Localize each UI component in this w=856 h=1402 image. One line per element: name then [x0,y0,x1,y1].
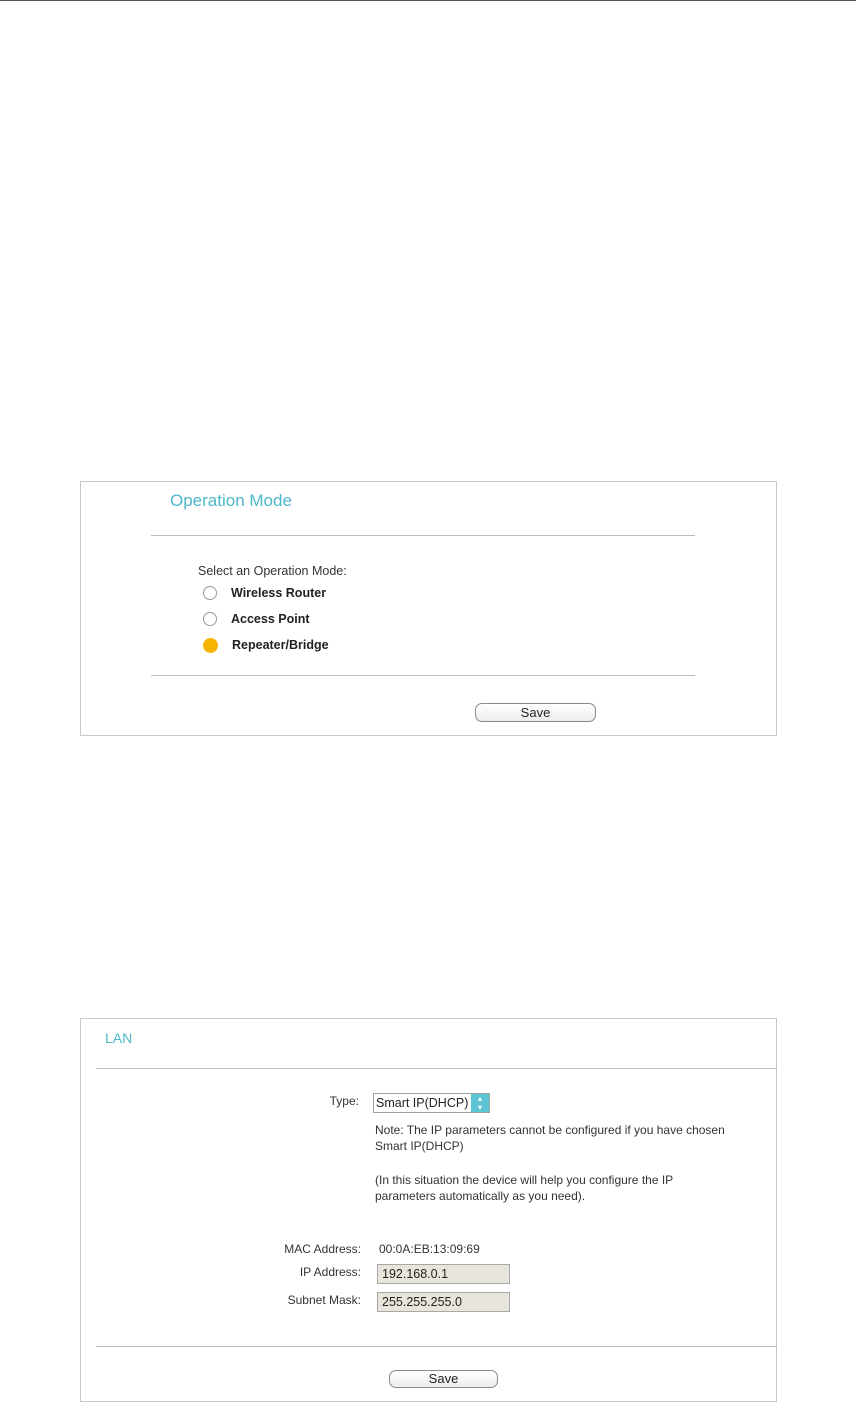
radio-label-repeater-bridge: Repeater/Bridge [232,638,329,652]
note-text: Note: The IP parameters cannot be configured if you have chosen Smart IP(DHCP) [375,1123,725,1153]
radio-unchecked-icon[interactable] [203,586,217,600]
type-label: Type: [329,1094,359,1108]
radio-label-access-point: Access Point [231,612,310,626]
lan-divider-top [96,1068,777,1069]
type-select[interactable] [373,1093,490,1113]
radio-unchecked-icon[interactable] [203,612,217,626]
operation-mode-divider-top [151,535,695,536]
operation-mode-title: Operation Mode [170,491,292,510]
radio-wireless-router[interactable] [203,584,326,602]
lan-save-button[interactable]: Save [389,1370,498,1388]
lan-title: LAN [105,1030,133,1046]
operation-mode-panel [80,481,777,736]
subnet-mask-input[interactable] [377,1292,510,1312]
radio-checked-icon[interactable] [203,638,218,653]
page-top-rule [0,0,856,1]
operation-mode-prompt: Select an Operation Mode: [198,564,347,578]
mac-address-label: MAC Address: [284,1242,361,1256]
lan-divider-bottom [96,1346,777,1347]
subnet-mask-label: Subnet Mask: [287,1293,361,1307]
radio-repeater-bridge[interactable] [203,636,329,654]
mac-address-value: 00:0A:EB:13:09:69 [379,1242,480,1256]
ip-address-input[interactable] [377,1264,510,1284]
ip-address-label: IP Address: [299,1265,361,1279]
select-arrows-icon[interactable]: ▴ ▾ [471,1094,489,1112]
note-auto-config-text: (In this situation the device will help you configure the IP parameters automatically as you need). [375,1173,673,1203]
operation-mode-save-button[interactable]: Save [475,703,596,722]
radio-access-point[interactable] [203,610,310,628]
radio-label-wireless-router: Wireless Router [231,586,327,600]
operation-mode-divider-bottom [151,675,695,676]
lan-panel [80,1018,777,1402]
type-select-value: Smart IP(DHCP) [376,1096,469,1110]
